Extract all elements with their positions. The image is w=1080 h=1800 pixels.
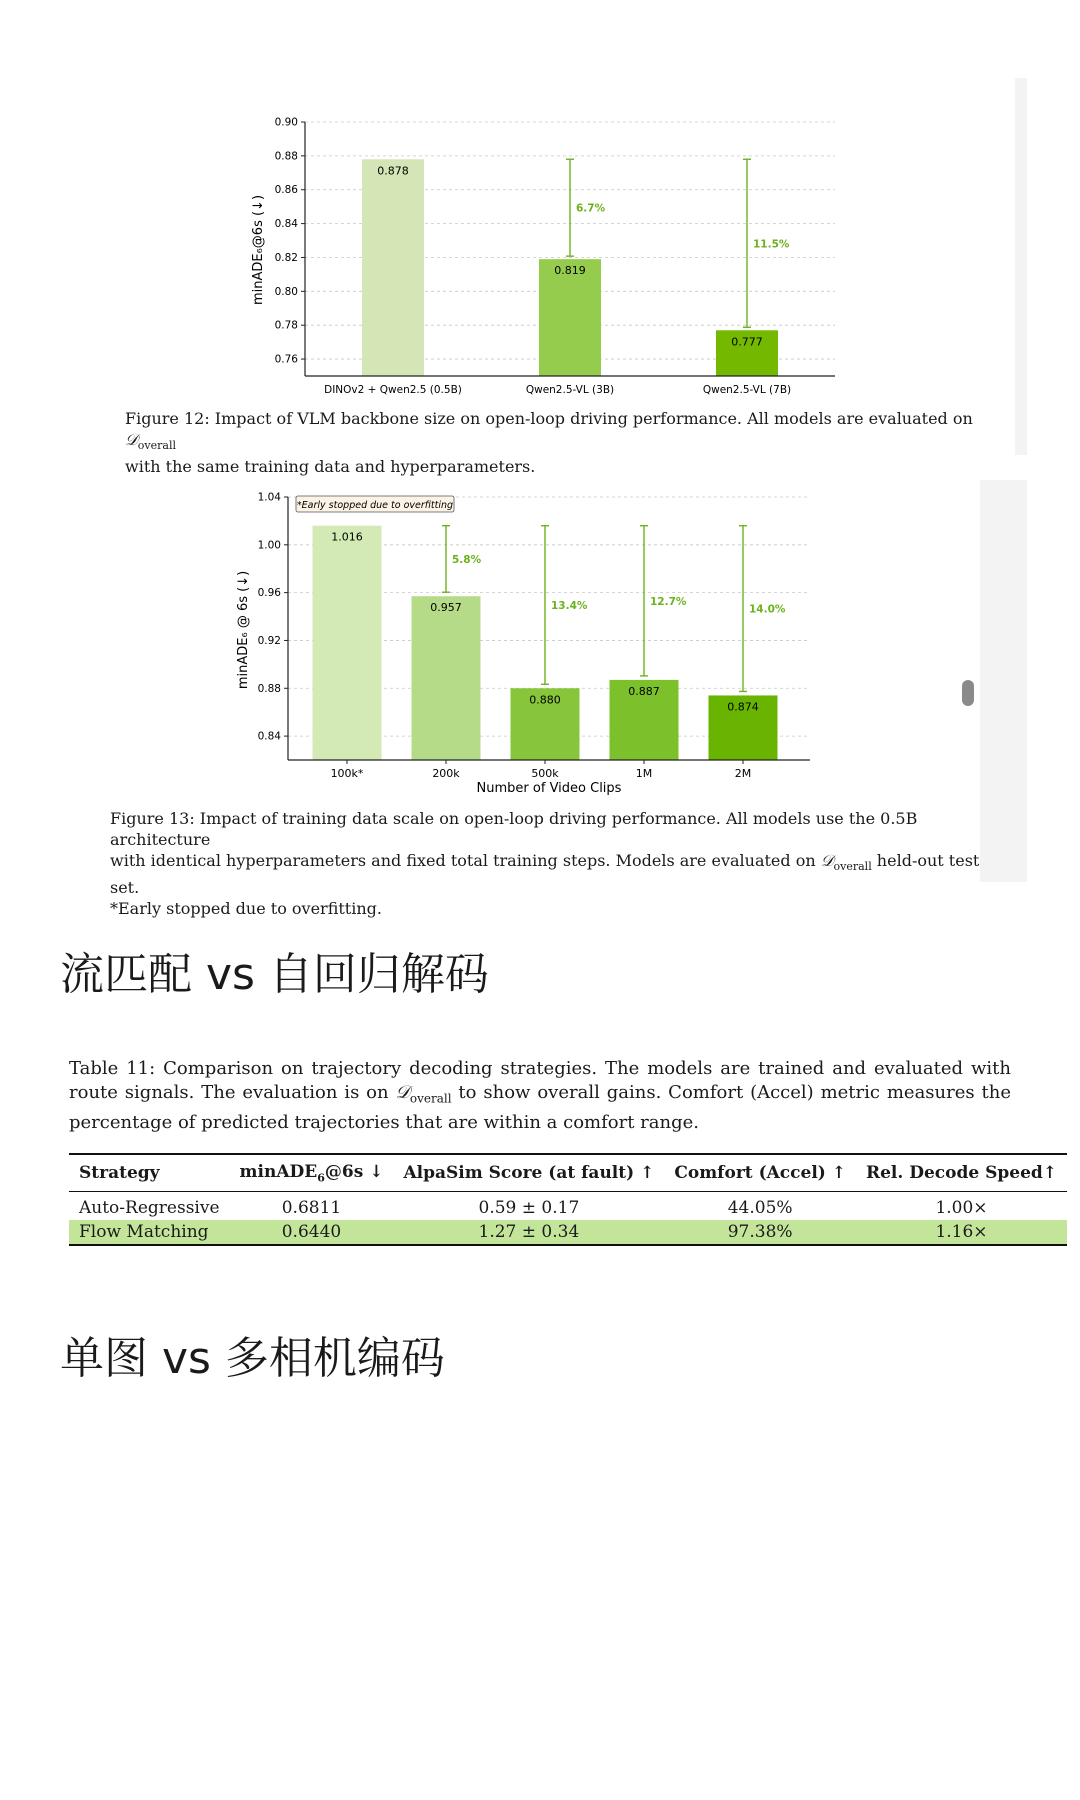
figure12-chart [240, 100, 850, 400]
f13-value-label: 0.880 [529, 693, 561, 707]
f13-xtick-label: 2M [734, 767, 752, 780]
f13-ytick-label: 0.96 [257, 587, 281, 600]
f12-ytick-label: 0.86 [274, 184, 298, 197]
scrollbar-thumb[interactable] [962, 680, 974, 706]
caption-symbol: 𝒟 [125, 430, 138, 449]
f12-ytick-label: 0.90 [274, 116, 298, 129]
caption-symbol: 𝒟 [820, 851, 834, 870]
cell-comfort: 97.38% [664, 1220, 856, 1245]
f12-improvement-label: 11.5% [753, 238, 790, 251]
cell-minade: 0.6811 [281, 1198, 342, 1219]
f13-xlabel: Number of Video Clips [476, 781, 622, 796]
header-text: minADE [239, 1162, 318, 1182]
caption-text: with the same training data and hyperparameters. [125, 457, 536, 477]
f13-xtick-label: 100k* [330, 767, 364, 780]
caption-subscript: overall [833, 860, 872, 874]
caption-subscript: overall [409, 1091, 452, 1106]
figure13-chart [230, 485, 820, 800]
f12-ytick-label: 0.88 [274, 150, 298, 163]
col-comfort: Comfort (Accel) ↑ [664, 1154, 856, 1192]
f13-bar [313, 526, 382, 760]
f13-ytick-label: 1.00 [257, 539, 281, 552]
f12-ytick-label: 0.84 [274, 218, 298, 231]
f12-ytick-label: 0.80 [274, 285, 298, 298]
f13-xtick-label: 500k [531, 767, 559, 780]
f13-value-label: 1.016 [331, 530, 363, 544]
caption-text: Figure 13: Impact of training data scale on open-loop driving performance. All models use the 0.5B architecture [110, 809, 918, 849]
f13-bar [412, 596, 481, 760]
col-alpasim: AlpaSim Score (at fault) ↑ [393, 1154, 664, 1192]
f12-improvement-label: 6.7% [576, 202, 606, 215]
f13-improvement-label: 5.8% [452, 553, 482, 566]
table11-caption [69, 1057, 1011, 1135]
col-speed: Rel. Decode Speed↑ [856, 1154, 1067, 1192]
section-heading-flow-vs-ar: 流匹配 vs 自回归解码 [60, 949, 489, 1000]
caption-text: *Early stopped due to overfitting. [110, 899, 382, 919]
col-minade [230, 1154, 394, 1192]
table11 [69, 1153, 1067, 1246]
cell-comfort: 44.05% [727, 1198, 793, 1219]
scroll-strip-top [1015, 78, 1027, 455]
table-row-highlighted [69, 1220, 1067, 1245]
f13-ytick-label: 1.04 [257, 491, 281, 504]
f12-value-label: 0.878 [377, 164, 409, 178]
caption-symbol: 𝒟 [395, 1082, 410, 1103]
f13-improvement-label: 12.7% [650, 595, 687, 608]
table-header-row [69, 1154, 1067, 1192]
figure13-caption [110, 808, 990, 919]
caption-text: Table 11: Comparison on trajectory decoding strategies. The models are trained and evaluated with route signals. The evaluation is on [69, 1058, 1011, 1103]
cell-strategy: Auto-Regressive [79, 1198, 220, 1219]
f13-improvement-label: 14.0% [749, 603, 786, 616]
cell-speed: 1.00× [935, 1198, 988, 1219]
cell-speed: 1.16× [856, 1220, 1067, 1245]
caption-text: held-out test set. [110, 851, 980, 898]
f12-ylabel: minADE₆@6s (↓) [251, 194, 266, 306]
f13-ylabel: minADE₆ @ 6s (↓) [236, 570, 251, 690]
f12-xtick-label: DINOv2 + Qwen2.5 (0.5B) [324, 384, 462, 396]
f12-value-label: 0.819 [554, 264, 586, 278]
f13-ytick-label: 0.88 [257, 682, 281, 695]
caption-text: with identical hyperparameters and fixed total training steps. Models are evaluated on [110, 851, 821, 870]
f13-value-label: 0.887 [628, 684, 660, 698]
cell-alpasim: 1.27 ± 0.34 [393, 1220, 664, 1245]
f13-xtick-label: 200k [432, 767, 460, 780]
f13-ytick-label: 0.84 [257, 730, 281, 743]
f12-ytick-label: 0.82 [274, 251, 298, 264]
cell-alpasim: 0.59 ± 0.17 [478, 1198, 580, 1219]
f13-value-label: 0.957 [430, 601, 462, 615]
f13-ytick-label: 0.92 [257, 634, 281, 647]
header-text: @6s ↓ [324, 1162, 384, 1182]
table-row [69, 1192, 1067, 1221]
figure12-caption [125, 408, 995, 477]
col-strategy: Strategy [69, 1154, 230, 1192]
f12-bar [362, 159, 424, 376]
caption-text: to show overall gains. Comfort (Accel) metric measures the percentage of predicted trajectories that are within a comfort range. [69, 1082, 1011, 1133]
f12-xtick-label: Qwen2.5-VL (7B) [702, 384, 792, 396]
f13-annotation: *Early stopped due to overfitting [296, 500, 454, 511]
f12-value-label: 0.777 [731, 335, 763, 349]
f12-xtick-label: Qwen2.5-VL (3B) [525, 384, 615, 396]
cell-strategy: Flow Matching [69, 1220, 230, 1245]
f12-ytick-label: 0.78 [274, 319, 298, 332]
f13-value-label: 0.874 [727, 700, 759, 714]
f13-xtick-label: 1M [635, 767, 653, 780]
section-heading-single-vs-multicam: 单图 vs 多相机编码 [60, 1333, 445, 1384]
f13-improvement-label: 13.4% [551, 599, 588, 612]
header-subscript: 6 [317, 1171, 325, 1185]
cell-minade: 0.6440 [230, 1220, 394, 1245]
caption-subscript: overall [137, 439, 176, 453]
caption-text: Figure 12: Impact of VLM backbone size on open-loop driving performance. All models are evaluated on [125, 409, 973, 428]
f12-ytick-label: 0.76 [274, 353, 298, 366]
